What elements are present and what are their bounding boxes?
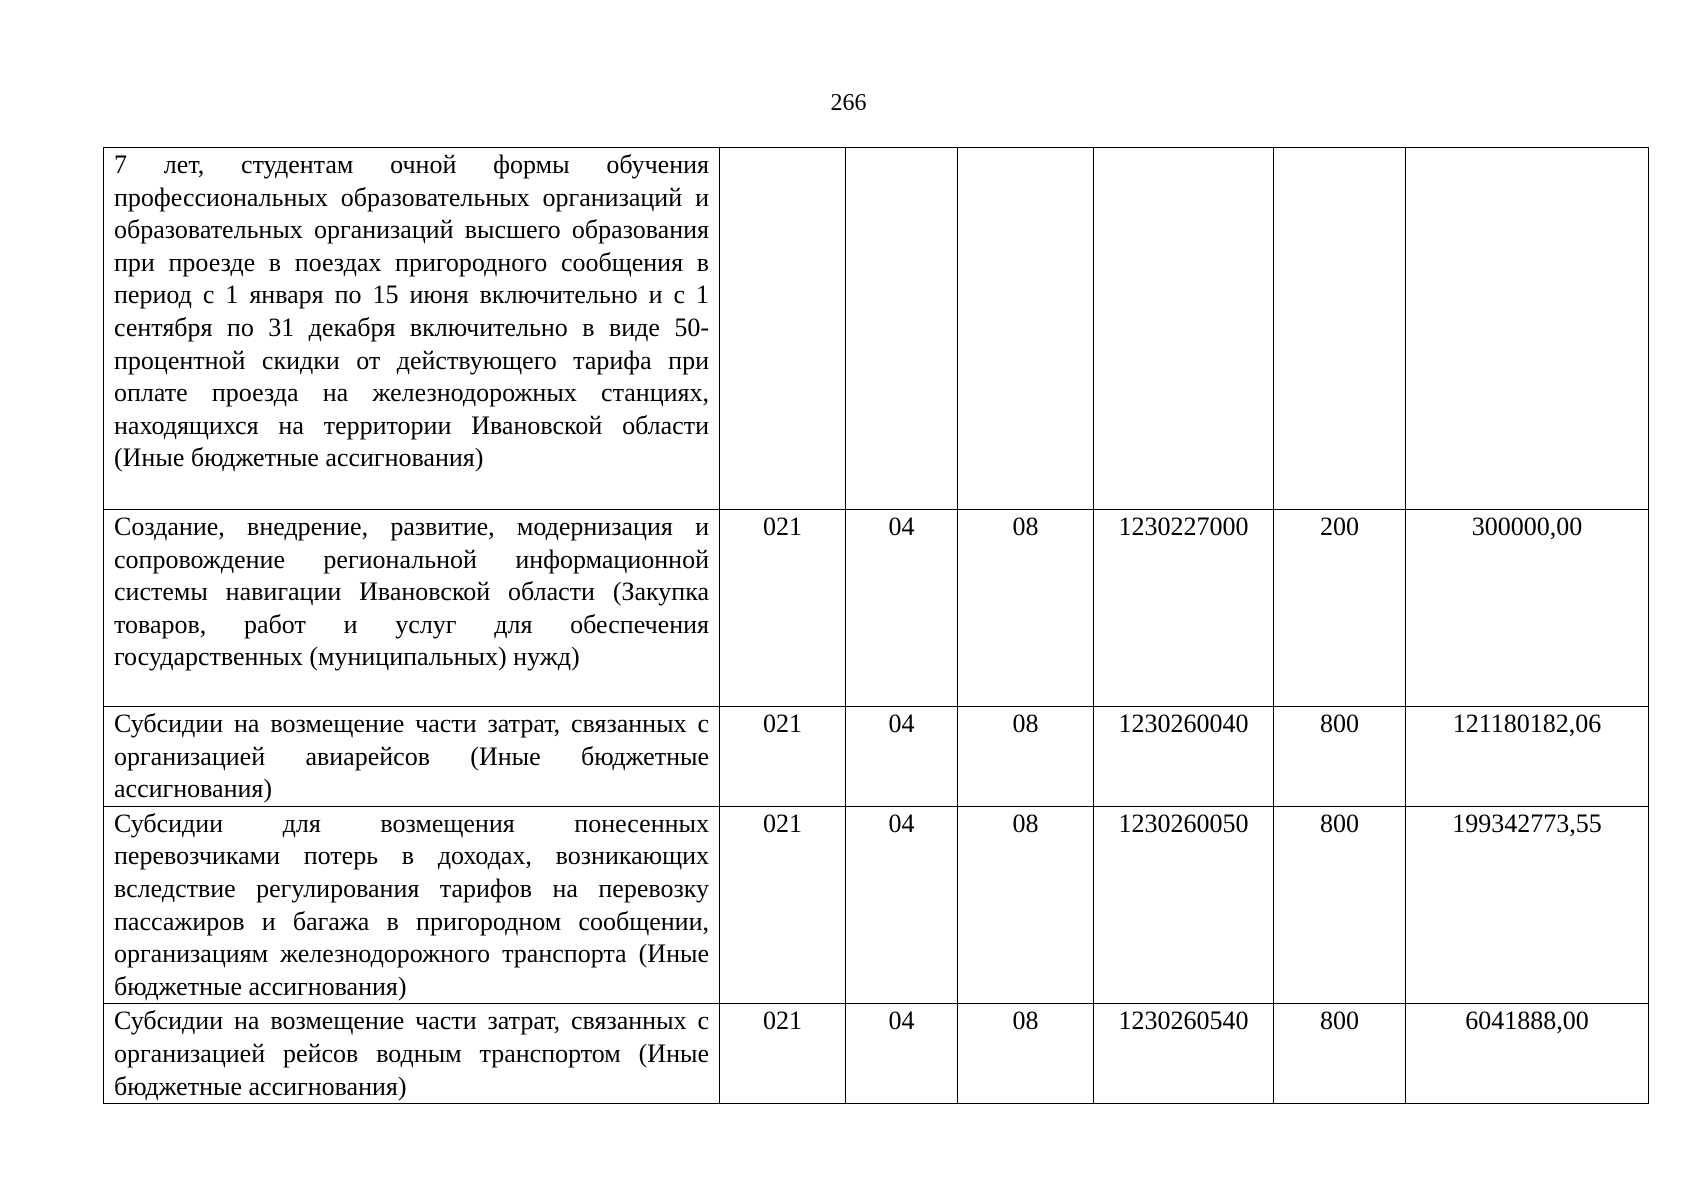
table-row <box>104 806 1649 1004</box>
amount-cell: 300000,00 <box>1406 510 1649 707</box>
table-row <box>104 1004 1649 1104</box>
section-code-cell: 04 <box>846 510 958 707</box>
amount-cell: 121180182,06 <box>1406 707 1649 807</box>
section-code-cell: 04 <box>846 707 958 807</box>
grbs-code-cell: 021 <box>720 510 846 707</box>
table-row <box>104 707 1649 807</box>
amount-cell: 6041888,00 <box>1406 1004 1649 1104</box>
section-code-cell <box>846 148 958 510</box>
grbs-code-cell: 021 <box>720 707 846 807</box>
expense-type-cell: 800 <box>1274 806 1406 1004</box>
grbs-code-cell <box>720 148 846 510</box>
table-row <box>104 510 1649 707</box>
subsection-code-cell: 08 <box>958 806 1094 1004</box>
section-code-cell: 04 <box>846 1004 958 1104</box>
grbs-code-cell: 021 <box>720 806 846 1004</box>
expense-type-cell: 200 <box>1274 510 1406 707</box>
expense-type-cell: 800 <box>1274 707 1406 807</box>
row-description: Субсидии на возмещение части затрат, связанных с организацией рейсов водным транспортом (Иные бюджетные ассигнования) <box>104 1004 720 1104</box>
target-article-cell: 1230227000 <box>1094 510 1274 707</box>
row-description: Субсидии на возмещение части затрат, связанных с организацией авиарейсов (Иные бюджетные ассигнования) <box>104 707 720 807</box>
subsection-code-cell: 08 <box>958 707 1094 807</box>
subsection-code-cell <box>958 148 1094 510</box>
target-article-cell: 1230260540 <box>1094 1004 1274 1104</box>
expense-type-cell: 800 <box>1274 1004 1406 1104</box>
row-description: 7 лет, студентам очной формы обучения профессиональных образовательных организаций и образовательных организаций высшего образования при проезде в поездах пригородного сообщения в период с 1 января по 15 июня включительно и с 1 сентября по 31 декабря включительно в виде 50-процентной скидки от действующего тарифа при оплате проезда на железнодорожных станциях, находящихся на территории Ивановской области (Иные бюджетные ассигнования) <box>104 148 720 510</box>
page-number: 266 <box>830 90 867 116</box>
target-article-cell: 1230260040 <box>1094 707 1274 807</box>
budget-table <box>103 147 1649 1104</box>
target-article-cell <box>1094 148 1274 510</box>
amount-cell <box>1406 148 1649 510</box>
subsection-code-cell: 08 <box>958 510 1094 707</box>
section-code-cell: 04 <box>846 806 958 1004</box>
table-row <box>104 148 1649 510</box>
target-article-cell: 1230260050 <box>1094 806 1274 1004</box>
subsection-code-cell: 08 <box>958 1004 1094 1104</box>
grbs-code-cell: 021 <box>720 1004 846 1104</box>
expense-type-cell <box>1274 148 1406 510</box>
row-description: Субсидии для возмещения понесенных перевозчиками потерь в доходах, возникающих вследствие регулирования тарифов на перевозку пассажиров и багажа в пригородном сообщении, организациям железнодорожного транспорта (Иные бюджетные ассигнования) <box>104 806 720 1004</box>
row-description: Создание, внедрение, развитие, модернизация и сопровождение региональной информационной системы навигации Ивановской области (Закупка товаров, работ и услуг для обеспечения государственных (муниципальных) нужд) <box>104 510 720 707</box>
amount-cell: 199342773,55 <box>1406 806 1649 1004</box>
